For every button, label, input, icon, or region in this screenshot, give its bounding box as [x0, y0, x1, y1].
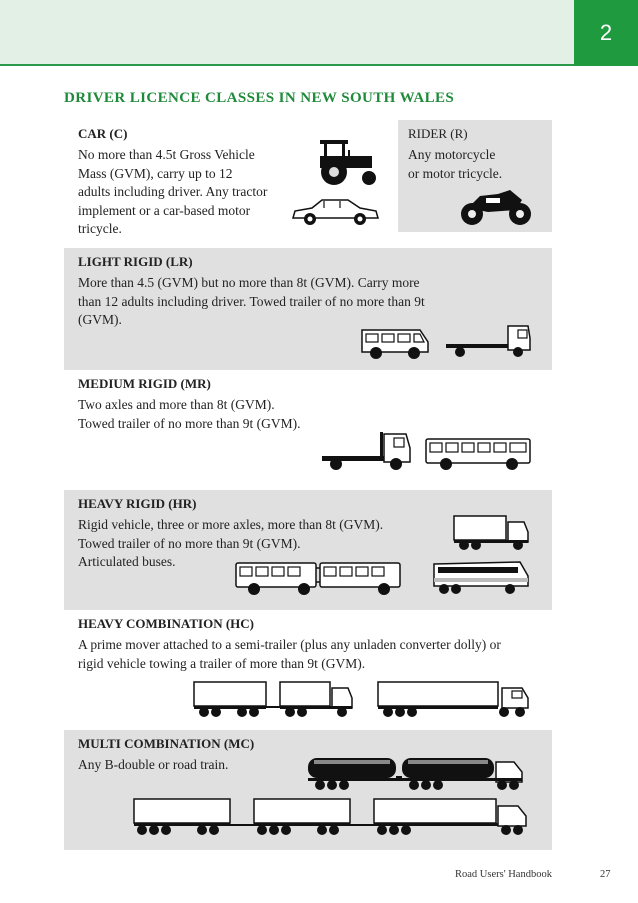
coach-icon — [430, 558, 530, 598]
desc-line: Rigid vehicle, three or more axles, more than 8t (GVM). — [78, 517, 384, 532]
class-desc-heavy-combination — [78, 636, 501, 673]
class-desc-light-rigid — [78, 274, 425, 330]
minibus-icon — [360, 326, 430, 360]
b-double-tanker-icon — [306, 752, 528, 796]
class-title-heavy-rigid: HEAVY RIGID (HR) — [78, 496, 197, 511]
desc-line: implement or a car-based motor — [78, 202, 251, 218]
class-title-rider: RIDER (R) — [408, 126, 468, 141]
header-band — [0, 0, 574, 66]
desc-line: A prime mover attached to a semi-trailer (plus any unladen converter dolly) or — [78, 637, 501, 652]
footer-book-title: Road Users' Handbook — [455, 869, 552, 880]
desc-line: Any B-double or road train. — [78, 757, 229, 772]
desc-line: More than 4.5 (GVM) but no more than 8t (GVM). Carry more — [78, 275, 420, 290]
chapter-number-tab: 2 — [574, 0, 638, 66]
desc-line: (GVM). — [78, 312, 122, 327]
motorcycle-icon — [458, 186, 534, 226]
medium-truck-icon — [320, 430, 412, 472]
desc-line: Two axles and more than 8t (GVM). — [78, 397, 275, 412]
heavy-rigid-truck-icon — [452, 514, 532, 552]
truck-and-trailer-icon — [192, 680, 356, 722]
class-desc-car — [78, 146, 267, 239]
class-desc-rider — [408, 146, 502, 183]
desc-line: than 12 adults including driver. Towed trailer of no more than 9t — [78, 293, 425, 309]
class-title-light-rigid: LIGHT RIGID (LR) — [78, 254, 193, 269]
road-train-icon — [132, 796, 532, 840]
class-title-medium-rigid: MEDIUM RIGID (MR) — [78, 376, 211, 391]
desc-line: Towed trailer of no more than 9t (GVM). — [78, 415, 301, 431]
class-desc-medium-rigid — [78, 396, 301, 433]
desc-line: Towed trailer of no more than 9t (GVM). — [78, 535, 301, 551]
class-title-heavy-combination: HEAVY COMBINATION (HC) — [78, 616, 254, 631]
car-icon — [290, 196, 380, 228]
desc-line: Articulated buses. — [78, 554, 176, 569]
desc-line: adults including driver. Any tractor — [78, 184, 268, 199]
desc-line: rigid vehicle towing a trailer of more than 9t (GVM). — [78, 655, 366, 671]
class-title-car: CAR (C) — [78, 126, 128, 141]
class-title-multi-combination: MULTI COMBINATION (MC) — [78, 736, 255, 751]
footer-page-number: 27 — [600, 869, 611, 880]
semi-trailer-icon — [376, 680, 532, 722]
tractor-icon — [314, 138, 378, 188]
desc-line: tricycle. — [78, 221, 122, 236]
desc-line: Any motorcycle — [408, 147, 496, 162]
page-title: DRIVER LICENCE CLASSES IN NEW SOUTH WALES — [64, 90, 455, 106]
light-truck-icon — [444, 322, 534, 360]
bus-icon — [424, 436, 534, 472]
class-desc-multi-combination — [78, 756, 228, 775]
desc-line: No more than 4.5t Gross Vehicle — [78, 147, 255, 162]
desc-line: Mass (GVM), carry up to 12 — [78, 165, 233, 181]
desc-line: or motor tricycle. — [408, 165, 503, 181]
articulated-bus-icon — [234, 560, 404, 598]
